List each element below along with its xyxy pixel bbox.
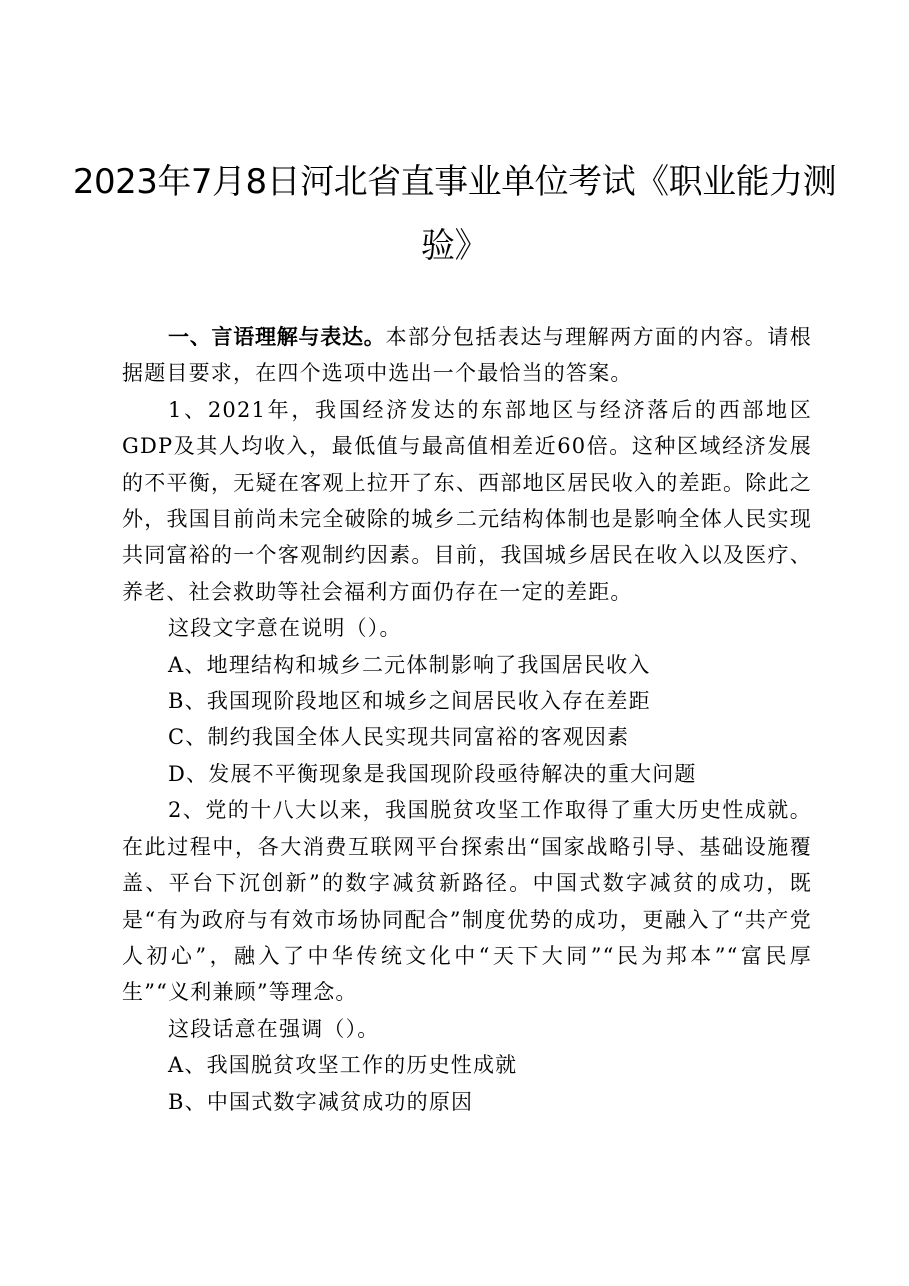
question-1-option-c: C、制约我国全体人民实现共同富裕的客观因素 [168, 725, 630, 750]
question-1-option-b: B、我国现阶段地区和城乡之间居民收入存在差距 [168, 689, 651, 714]
question-2-option-a: A、我国脱贫攻坚工作的历史性成就 [168, 1053, 518, 1078]
question-1-stem: 这段文字意在说明（）。 [168, 616, 402, 641]
question-1-option-d: D、发展不平衡现象是我国现阶段亟待解决的重大问题 [168, 761, 697, 786]
document-title: 2023年7月8日河北省直事业单位考试《职业能力测验》 [72, 162, 837, 266]
question-1-option-a: A、地理结构和城乡二元体制影响了我国居民收入 [168, 652, 651, 677]
question-1-passage: 1、2021年，我国经济发达的东部地区与经济落后的西部地区GDP及其人均收入，最低值与最高值相差近60倍。这种区域经济发展的不平衡，无疑在客观上拉开了东、西部地区居民收入的差距。除此之外，我国目前尚未完全破除的城乡二元结构体制也是影响全体人民实现共同富裕的一个客观制约因素。目前，我国城乡居民在收入以及医疗、养老、社会救助等社会福利方面仍存在一定的差距。 [122, 397, 812, 604]
question-2-passage: 2、党的十八大以来，我国脱贫攻坚工作取得了重大历史性成就。在此过程中，各大消费互联网平台探索出“国家战略引导、基础设施覆盖、平台下沉创新”的数字减贫新路径。中国式数字减贫的成功，既是“有为政府与有效市场协同配合”制度优势的成功，更融入了“共产党人初心”，融入了中华传统文化中“天下大同”“民为邦本”“富民厚生”“义利兼顾”等理念。 [122, 798, 812, 1005]
question-2-stem: 这段话意在强调（）。 [168, 1016, 380, 1041]
question-2-option-b: B、中国式数字减贫成功的原因 [168, 1089, 474, 1114]
section-intro: 本部分包括表达与理解两方面的内容。请根据题目要求，在四个选项中选出一个最恰当的答案。 [122, 325, 812, 386]
document-body [122, 319, 812, 1120]
section-heading: 一、言语理解与表达。 [168, 325, 386, 349]
section-intro-paragraph [122, 319, 812, 392]
